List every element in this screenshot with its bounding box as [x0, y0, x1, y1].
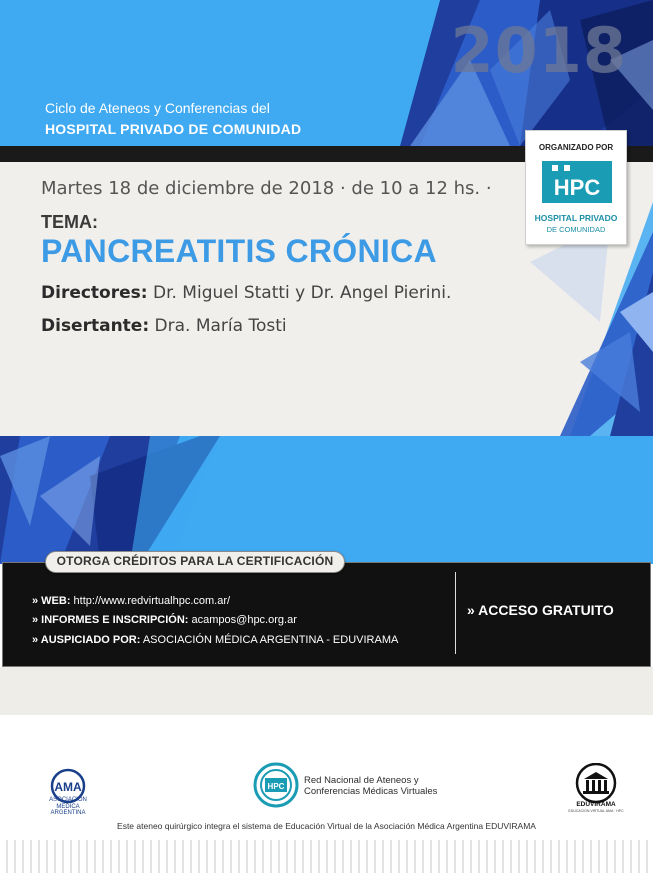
hpc-logo-text: HPC [553, 175, 601, 200]
header-banner [0, 0, 653, 146]
info-divider [455, 572, 456, 654]
red-nacional-caption [304, 775, 437, 797]
red-line1: Red Nacional de Ateneos y [304, 775, 419, 786]
eduvirama-name: EDUVIRAMA [576, 801, 616, 808]
sponsor-value: ASOCIACIÓN MÉDICA ARGENTINA - EDUVIRAMA [140, 634, 399, 646]
speaker-label: Disertante: [41, 316, 150, 336]
sponsor-label: » AUSPICIADO POR: [32, 634, 141, 646]
red-nacional-logo-icon [253, 762, 299, 808]
spacer-strip [0, 667, 653, 715]
red-logo-text: HPC [267, 782, 285, 791]
footer-stripes [0, 840, 653, 873]
topic-label: TEMA: [41, 212, 98, 232]
contact-label: » INFORMES E INSCRIPCIÓN: [32, 614, 189, 626]
contact-email-link[interactable]: acampos@hpc.org.ar [188, 614, 297, 626]
free-access-label: » ACCESO GRATUITO [467, 602, 614, 618]
info-web-line [32, 595, 230, 607]
ama-logo-letters: AMA [54, 780, 82, 794]
blue-band [0, 436, 653, 564]
credits-badge: OTORGA CRÉDITOS PARA LA CERTIFICACIÓN [45, 551, 345, 573]
ama-line2: MEDICA [56, 803, 80, 810]
ama-line3: ARGENTINA [50, 810, 86, 816]
web-link[interactable]: http://www.redvirtualhpc.com.ar/ [70, 595, 231, 607]
event-date: Martes 18 de diciembre de 2018 · de 10 a 12 hs. · [41, 178, 492, 199]
organizer-card [525, 130, 627, 245]
ama-logo-caption [40, 797, 96, 817]
info-sponsor-line [32, 634, 398, 646]
hospital-name: HOSPITAL PRIVADO DE COMUNIDAD [45, 121, 302, 137]
year-label: 2018 [450, 14, 627, 87]
organizer-label: ORGANIZADO POR [538, 143, 614, 152]
topic-title: PANCREATITIS CRÓNICA [41, 233, 437, 269]
cycle-title: Ciclo de Ateneos y Conferencias del [45, 100, 270, 116]
speaker-line [41, 316, 287, 336]
organizer-name-line2: DE COMUNIDAD [546, 225, 606, 234]
speaker-value: Dra. María Tosti [149, 316, 287, 336]
directors-label: Directores: [41, 283, 148, 303]
info-contact-line [32, 614, 297, 626]
web-label: » WEB: [32, 595, 71, 607]
organizer-name-line1: HOSPITAL PRIVADO [534, 213, 618, 223]
eduvirama-subtitle: EDUCACION VIRTUAL AMA · HPC [568, 809, 624, 813]
ama-line1: ASOCIACION [49, 797, 87, 803]
directors-value: Dr. Miguel Statti y Dr. Angel Pierini. [147, 283, 452, 303]
band-geometric-art [0, 436, 220, 564]
hpc-logo-icon [542, 161, 612, 203]
red-line2: Conferencias Médicas Virtuales [304, 786, 438, 797]
footer-note: Este ateneo quirúrgico integra el sistema de Educación Virtual de la Asociación Médica Argentina EDUVIRAMA [117, 821, 536, 831]
directors-line [41, 283, 451, 303]
